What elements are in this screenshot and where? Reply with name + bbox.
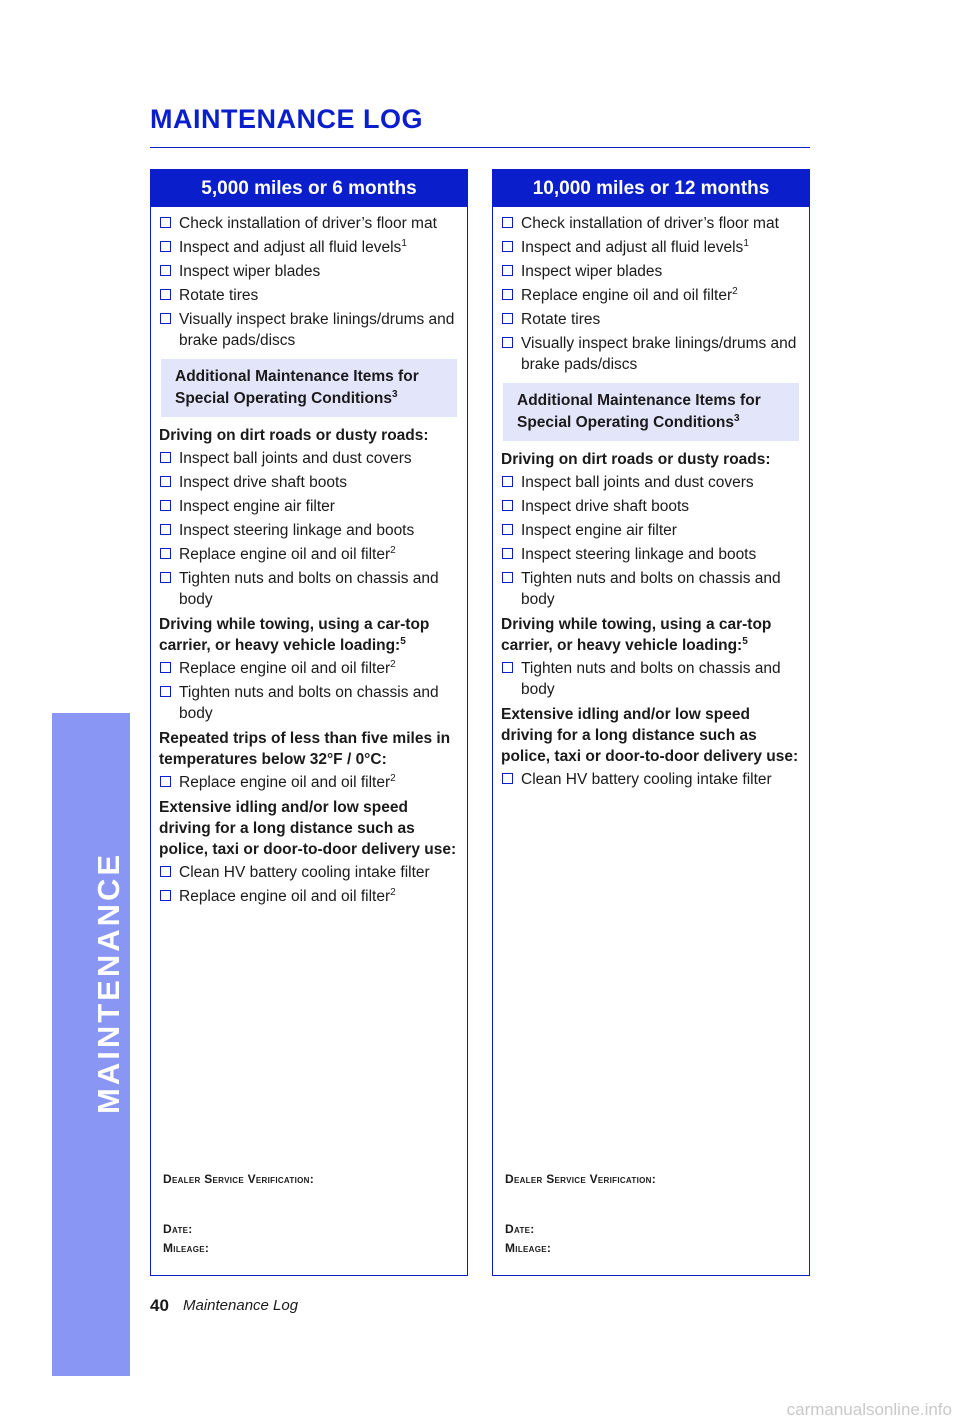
item-text	[179, 886, 396, 907]
item-text	[521, 261, 662, 282]
additional-items-heading: Additional Maintenance Items for Special Operating Conditions	[175, 368, 419, 407]
item-text	[179, 448, 412, 469]
checkbox[interactable]	[502, 265, 513, 276]
checkbox[interactable]	[160, 572, 171, 583]
item-text	[179, 658, 396, 679]
title-divider	[150, 147, 810, 148]
checkbox[interactable]	[160, 265, 171, 276]
checkbox[interactable]	[160, 452, 171, 463]
checkbox[interactable]	[502, 572, 513, 583]
watermark: carmanualsonline.info	[786, 1400, 952, 1419]
condition-heading-text: Driving while towing, using a car-top carrier, or heavy vehicle loading:	[159, 616, 430, 654]
condition-heading-text: Driving on dirt roads or dusty roads:	[159, 427, 429, 444]
footnote-ref: 2	[390, 658, 396, 670]
item-text	[179, 237, 407, 258]
item-text	[179, 682, 459, 724]
checklist-item	[501, 213, 801, 234]
footnote-ref: 3	[734, 412, 740, 424]
checklist-item	[159, 237, 459, 258]
item-text	[521, 496, 689, 517]
condition-heading	[159, 425, 459, 446]
item-text	[179, 544, 396, 565]
item-label: Tighten nuts and bolts on chassis and body	[521, 660, 781, 698]
checklist-item	[159, 496, 459, 517]
checklist-item	[501, 568, 801, 610]
checklist-item	[501, 285, 801, 306]
checkbox[interactable]	[160, 289, 171, 300]
checkbox[interactable]	[502, 662, 513, 673]
item-text	[521, 285, 738, 306]
column-5000-miles	[150, 169, 468, 1276]
item-label: Inspect steering linkage and boots	[521, 546, 757, 563]
checkbox[interactable]	[502, 500, 513, 511]
additional-items-box	[503, 383, 799, 441]
condition-heading	[159, 797, 459, 860]
checklist-item	[501, 472, 801, 493]
dealer-verification-label: Dealer Service Verification:	[505, 1172, 657, 1186]
footnote-ref: 3	[392, 388, 398, 400]
item-label: Rotate tires	[179, 287, 259, 304]
item-text	[521, 769, 772, 790]
checkbox[interactable]	[502, 241, 513, 252]
checklist-item	[501, 658, 801, 700]
item-text	[179, 213, 437, 234]
column-header: 5,000 miles or 6 months	[151, 170, 467, 207]
footnote-ref: 2	[390, 544, 396, 556]
checkbox[interactable]	[160, 548, 171, 559]
condition-heading	[159, 728, 459, 770]
condition-heading-text: Extensive idling and/or low speed driving for a long distance such as police, taxi or door-to-door delivery use:	[159, 799, 457, 858]
item-label: Inspect engine air filter	[521, 522, 677, 539]
footnote-ref: 1	[743, 237, 749, 249]
additional-items-heading: Additional Maintenance Items for Special Operating Conditions	[517, 392, 761, 431]
checkbox[interactable]	[502, 548, 513, 559]
checkbox[interactable]	[160, 776, 171, 787]
checkbox[interactable]	[160, 500, 171, 511]
checklist-item	[159, 862, 459, 883]
page-title: MAINTENANCE LOG	[150, 104, 423, 134]
condition-heading-text: Driving on dirt roads or dusty roads:	[501, 451, 771, 468]
checklist-item	[501, 333, 801, 375]
item-label: Inspect and adjust all fluid levels	[179, 239, 402, 256]
checklist-item	[159, 544, 459, 565]
checklist-item	[501, 769, 801, 790]
item-label: Inspect wiper blades	[179, 263, 321, 280]
condition-heading-text: Extensive idling and/or low speed driving for a long distance such as police, taxi or door-to-door delivery use:	[501, 706, 799, 765]
checklist-item	[159, 772, 459, 793]
checkbox[interactable]	[160, 662, 171, 673]
item-text	[179, 568, 459, 610]
item-label: Replace engine oil and oil filter	[179, 888, 391, 905]
condition-heading	[501, 704, 801, 767]
checklist-item	[501, 261, 801, 282]
mileage-label: Mileage:	[163, 1241, 210, 1255]
item-label: Inspect drive shaft boots	[521, 498, 690, 515]
item-text	[179, 472, 347, 493]
checklist-item	[159, 309, 459, 351]
item-text	[521, 309, 600, 330]
item-label: Replace engine oil and oil filter	[179, 546, 391, 563]
item-text	[179, 862, 430, 883]
checkbox[interactable]	[160, 217, 171, 228]
checkbox[interactable]	[160, 476, 171, 487]
condition-heading	[159, 614, 459, 656]
checkbox[interactable]	[502, 773, 513, 784]
item-label: Replace engine oil and oil filter	[179, 774, 391, 791]
item-text	[521, 568, 801, 610]
checklist-item	[159, 658, 459, 679]
item-label: Clean HV battery cooling intake filter	[521, 771, 772, 788]
checklist-item	[159, 448, 459, 469]
checklist-item	[159, 261, 459, 282]
item-text	[179, 309, 459, 351]
footnote-ref: 2	[390, 772, 396, 784]
date-label: Date:	[505, 1222, 535, 1236]
footer-label: Maintenance Log	[183, 1297, 299, 1314]
item-text	[179, 520, 414, 541]
footnote-ref: 5	[400, 635, 406, 647]
column-10000-miles	[492, 169, 810, 1276]
date-label: Date:	[163, 1222, 193, 1236]
item-text	[521, 544, 756, 565]
checkbox[interactable]	[160, 686, 171, 697]
item-label: Inspect drive shaft boots	[179, 474, 348, 491]
item-label: Visually inspect brake linings/drums and brake pads/discs	[179, 311, 455, 349]
side-tab	[52, 713, 130, 1376]
footnote-ref: 2	[732, 285, 738, 297]
item-label: Replace engine oil and oil filter	[521, 287, 733, 304]
item-text	[521, 520, 677, 541]
column-body	[493, 207, 809, 790]
item-label: Tighten nuts and bolts on chassis and body	[179, 570, 439, 608]
checklist-item	[159, 213, 459, 234]
checkbox[interactable]	[160, 313, 171, 324]
item-label: Tighten nuts and bolts on chassis and body	[179, 684, 439, 722]
item-label: Visually inspect brake linings/drums and brake pads/discs	[521, 335, 797, 373]
item-text	[521, 472, 754, 493]
condition-heading-text: Repeated trips of less than five miles in temperatures below 32°F / 0°C:	[159, 730, 451, 768]
condition-heading	[501, 449, 801, 470]
item-text	[179, 285, 258, 306]
item-text	[179, 496, 335, 517]
item-label: Inspect and adjust all fluid levels	[521, 239, 744, 256]
item-text	[521, 333, 801, 375]
item-text	[521, 237, 749, 258]
checkbox[interactable]	[160, 524, 171, 535]
condition-heading-text: Driving while towing, using a car-top carrier, or heavy vehicle loading:	[501, 616, 772, 654]
item-label: Inspect steering linkage and boots	[179, 522, 415, 539]
mileage-label: Mileage:	[505, 1241, 552, 1255]
checklist-item	[159, 520, 459, 541]
checklist-item	[159, 285, 459, 306]
footnote-ref: 1	[401, 237, 407, 249]
item-label: Check installation of driver’s floor mat	[179, 215, 437, 232]
checkbox[interactable]	[502, 524, 513, 535]
checkbox[interactable]	[502, 313, 513, 324]
checklist-item	[159, 886, 459, 907]
dealer-verification-label: Dealer Service Verification:	[163, 1172, 315, 1186]
column-body	[151, 207, 467, 907]
checkbox[interactable]	[160, 241, 171, 252]
checkbox[interactable]	[160, 890, 171, 901]
checklist-item	[159, 682, 459, 724]
footnote-ref: 5	[742, 635, 748, 647]
item-label: Rotate tires	[521, 311, 601, 328]
item-text	[521, 213, 779, 234]
checklist-item	[159, 472, 459, 493]
item-label: Inspect ball joints and dust covers	[521, 474, 754, 491]
additional-items-box	[161, 359, 457, 417]
item-text	[179, 772, 396, 793]
condition-heading	[501, 614, 801, 656]
checkbox[interactable]	[502, 476, 513, 487]
item-label: Check installation of driver’s floor mat	[521, 215, 779, 232]
item-label: Inspect wiper blades	[521, 263, 663, 280]
item-text	[521, 658, 801, 700]
column-header: 10,000 miles or 12 months	[493, 170, 809, 207]
checkbox[interactable]	[502, 289, 513, 300]
checkbox[interactable]	[502, 217, 513, 228]
checklist-item	[501, 309, 801, 330]
item-label: Replace engine oil and oil filter	[179, 660, 391, 677]
item-text	[179, 261, 320, 282]
item-label: Inspect engine air filter	[179, 498, 335, 515]
checklist-item	[501, 520, 801, 541]
checkbox[interactable]	[502, 337, 513, 348]
checklist-item	[501, 237, 801, 258]
side-tab-label: MAINTENANCE	[91, 851, 126, 1114]
page-number: 40	[150, 1296, 169, 1315]
item-label: Clean HV battery cooling intake filter	[179, 864, 430, 881]
item-label: Inspect ball joints and dust covers	[179, 450, 412, 467]
checkbox[interactable]	[160, 866, 171, 877]
checklist-item	[159, 568, 459, 610]
checklist-item	[501, 544, 801, 565]
item-label: Tighten nuts and bolts on chassis and body	[521, 570, 781, 608]
footnote-ref: 2	[390, 886, 396, 898]
checklist-item	[501, 496, 801, 517]
